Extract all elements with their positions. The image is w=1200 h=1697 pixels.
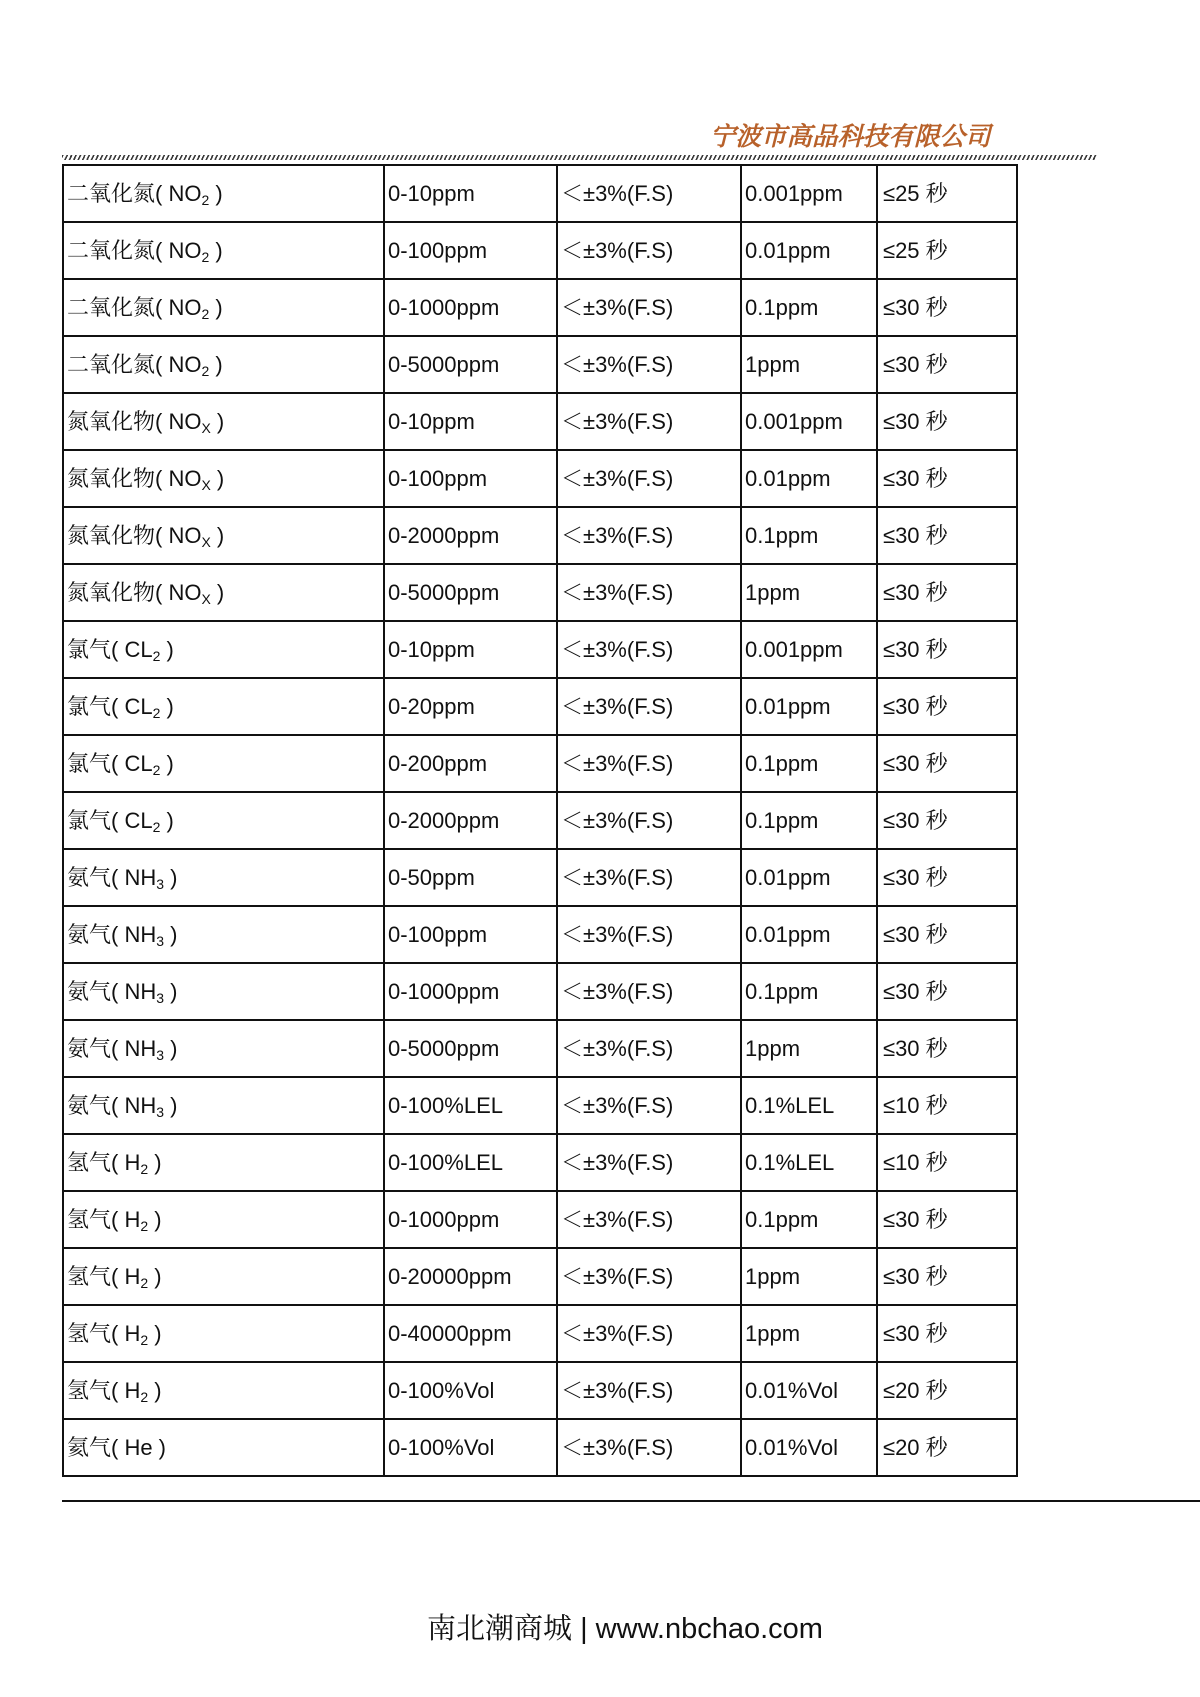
gas-name-text: 氨气( NH bbox=[67, 978, 157, 1004]
cell-response-time: ≤30 秒 bbox=[877, 678, 1017, 735]
gas-formula-subscript: X bbox=[201, 476, 211, 493]
cell-response-time: ≤30 秒 bbox=[877, 393, 1017, 450]
cell-range: 0-100%Vol bbox=[384, 1419, 557, 1476]
table-row bbox=[63, 336, 1017, 393]
cell-accuracy: ＜±3%(F.S) bbox=[557, 165, 741, 222]
cell-gas bbox=[63, 906, 384, 963]
gas-name-text: ) bbox=[164, 978, 178, 1004]
table-bottom-rule bbox=[62, 1500, 1200, 1502]
cell-range: 0-100%LEL bbox=[384, 1134, 557, 1191]
gas-formula-subscript: 2 bbox=[152, 761, 161, 778]
gas-name-text: ) bbox=[210, 408, 225, 434]
cell-gas bbox=[63, 450, 384, 507]
cell-range: 0-10ppm bbox=[384, 621, 557, 678]
cell-gas bbox=[63, 393, 384, 450]
cell-accuracy: ＜±3%(F.S) bbox=[557, 963, 741, 1020]
cell-accuracy: ＜±3%(F.S) bbox=[557, 678, 741, 735]
cell-response-time: ≤30 秒 bbox=[877, 450, 1017, 507]
cell-gas bbox=[63, 507, 384, 564]
cell-range: 0-2000ppm bbox=[384, 507, 557, 564]
cell-range: 0-200ppm bbox=[384, 735, 557, 792]
table-row bbox=[63, 621, 1017, 678]
gas-name-text: ) bbox=[148, 1149, 162, 1175]
cell-range: 0-100ppm bbox=[384, 222, 557, 279]
cell-resolution: 0.1%LEL bbox=[741, 1134, 877, 1191]
gas-name-text: ) bbox=[164, 864, 178, 890]
cell-accuracy: ＜±3%(F.S) bbox=[557, 849, 741, 906]
cell-gas bbox=[63, 279, 384, 336]
cell-response-time: ≤30 秒 bbox=[877, 849, 1017, 906]
gas-formula-subscript: 2 bbox=[152, 704, 161, 721]
cell-resolution: 0.1ppm bbox=[741, 792, 877, 849]
table-row bbox=[63, 1134, 1017, 1191]
table-row bbox=[63, 1020, 1017, 1077]
cell-range: 0-100%LEL bbox=[384, 1077, 557, 1134]
gas-name-text: 氮氧化物( NO bbox=[67, 579, 202, 605]
cell-resolution: 1ppm bbox=[741, 336, 877, 393]
cell-response-time: ≤30 秒 bbox=[877, 1191, 1017, 1248]
table-row bbox=[63, 678, 1017, 735]
cell-accuracy: ＜±3%(F.S) bbox=[557, 1362, 741, 1419]
gas-formula-subscript: 2 bbox=[201, 191, 210, 208]
cell-resolution: 0.1ppm bbox=[741, 963, 877, 1020]
gas-formula-subscript: X bbox=[201, 590, 211, 607]
cell-resolution: 0.001ppm bbox=[741, 393, 877, 450]
gas-formula-subscript: 3 bbox=[156, 932, 165, 949]
cell-gas bbox=[63, 849, 384, 906]
gas-name-text: 氨气( NH bbox=[67, 921, 157, 947]
cell-resolution: 0.01ppm bbox=[741, 906, 877, 963]
cell-gas bbox=[63, 165, 384, 222]
gas-name-text: 氯气( CL bbox=[67, 693, 153, 719]
cell-resolution: 1ppm bbox=[741, 1020, 877, 1077]
cell-accuracy: ＜±3%(F.S) bbox=[557, 906, 741, 963]
gas-spec-table-body bbox=[63, 165, 1017, 1476]
gas-formula-subscript: 2 bbox=[140, 1274, 149, 1291]
cell-response-time: ≤30 秒 bbox=[877, 906, 1017, 963]
gas-name-text: ) bbox=[148, 1206, 162, 1232]
cell-accuracy: ＜±3%(F.S) bbox=[557, 1248, 741, 1305]
cell-gas bbox=[63, 1362, 384, 1419]
gas-formula-subscript: 2 bbox=[140, 1160, 149, 1177]
gas-formula-subscript: X bbox=[201, 533, 211, 550]
gas-formula-subscript: 3 bbox=[156, 989, 165, 1006]
table-row bbox=[63, 735, 1017, 792]
cell-accuracy: ＜±3%(F.S) bbox=[557, 336, 741, 393]
cell-accuracy: ＜±3%(F.S) bbox=[557, 1305, 741, 1362]
gas-formula-subscript: 3 bbox=[156, 1103, 165, 1120]
gas-name-text: ) bbox=[164, 921, 178, 947]
company-name: 宁波市高品科技有限公司 bbox=[710, 122, 991, 151]
gas-name-text: ) bbox=[210, 465, 225, 491]
table-row bbox=[63, 1077, 1017, 1134]
cell-accuracy: ＜±3%(F.S) bbox=[557, 792, 741, 849]
table-row bbox=[63, 1191, 1017, 1248]
gas-name-text: ) bbox=[164, 1035, 178, 1061]
cell-resolution: 0.01ppm bbox=[741, 450, 877, 507]
cell-gas bbox=[63, 1305, 384, 1362]
cell-resolution: 1ppm bbox=[741, 564, 877, 621]
table-row bbox=[63, 906, 1017, 963]
gas-name-text: 氯气( CL bbox=[67, 750, 153, 776]
cell-gas bbox=[63, 222, 384, 279]
cell-resolution: 0.01%Vol bbox=[741, 1362, 877, 1419]
gas-name-text: 氢气( H bbox=[67, 1263, 141, 1289]
table-row bbox=[63, 1305, 1017, 1362]
cell-gas bbox=[63, 1134, 384, 1191]
table-row bbox=[63, 1248, 1017, 1305]
cell-resolution: 1ppm bbox=[741, 1248, 877, 1305]
table-row bbox=[63, 165, 1017, 222]
cell-accuracy: ＜±3%(F.S) bbox=[557, 222, 741, 279]
cell-resolution: 0.1ppm bbox=[741, 1191, 877, 1248]
cell-accuracy: ＜±3%(F.S) bbox=[557, 1134, 741, 1191]
cell-gas bbox=[63, 1248, 384, 1305]
cell-gas bbox=[63, 1020, 384, 1077]
gas-name-text: 氢气( H bbox=[67, 1149, 141, 1175]
cell-accuracy: ＜±3%(F.S) bbox=[557, 450, 741, 507]
cell-response-time: ≤30 秒 bbox=[877, 564, 1017, 621]
cell-gas bbox=[63, 735, 384, 792]
cell-resolution: 0.1ppm bbox=[741, 507, 877, 564]
cell-response-time: ≤30 秒 bbox=[877, 507, 1017, 564]
cell-range: 0-20ppm bbox=[384, 678, 557, 735]
cell-accuracy: ＜±3%(F.S) bbox=[557, 507, 741, 564]
gas-formula-subscript: 2 bbox=[152, 818, 161, 835]
cell-response-time: ≤10 秒 bbox=[877, 1134, 1017, 1191]
cell-response-time: ≤30 秒 bbox=[877, 1248, 1017, 1305]
cell-response-time: ≤25 秒 bbox=[877, 165, 1017, 222]
gas-formula-subscript: 2 bbox=[140, 1331, 149, 1348]
gas-formula-subscript: 2 bbox=[140, 1217, 149, 1234]
gas-formula-subscript: 3 bbox=[156, 875, 165, 892]
gas-name-text: ) bbox=[209, 237, 223, 263]
cell-resolution: 0.001ppm bbox=[741, 165, 877, 222]
gas-name-text: 氢气( H bbox=[67, 1377, 141, 1403]
gas-name-text: 氦气( He ) bbox=[67, 1434, 167, 1460]
gas-name-text: ) bbox=[160, 636, 174, 662]
cell-resolution: 0.1%LEL bbox=[741, 1077, 877, 1134]
cell-accuracy: ＜±3%(F.S) bbox=[557, 1077, 741, 1134]
gas-name-text: ) bbox=[210, 579, 225, 605]
cell-range: 0-10ppm bbox=[384, 393, 557, 450]
gas-spec-table bbox=[62, 164, 1018, 1477]
cell-resolution: 0.01ppm bbox=[741, 678, 877, 735]
cell-resolution: 1ppm bbox=[741, 1305, 877, 1362]
cell-range: 0-1000ppm bbox=[384, 279, 557, 336]
cell-range: 0-1000ppm bbox=[384, 1191, 557, 1248]
cell-response-time: ≤30 秒 bbox=[877, 792, 1017, 849]
table-row bbox=[63, 849, 1017, 906]
table-row bbox=[63, 507, 1017, 564]
table-row bbox=[63, 450, 1017, 507]
header-rule bbox=[62, 155, 1097, 160]
cell-resolution: 0.1ppm bbox=[741, 735, 877, 792]
cell-gas bbox=[63, 963, 384, 1020]
cell-range: 0-2000ppm bbox=[384, 792, 557, 849]
gas-formula-subscript: 2 bbox=[152, 647, 161, 664]
cell-resolution: 0.01%Vol bbox=[741, 1419, 877, 1476]
gas-name-text: ) bbox=[209, 180, 223, 206]
table-row bbox=[63, 279, 1017, 336]
cell-range: 0-50ppm bbox=[384, 849, 557, 906]
cell-response-time: ≤30 秒 bbox=[877, 735, 1017, 792]
cell-gas bbox=[63, 678, 384, 735]
cell-response-time: ≤30 秒 bbox=[877, 336, 1017, 393]
cell-resolution: 0.1ppm bbox=[741, 279, 877, 336]
cell-range: 0-5000ppm bbox=[384, 1020, 557, 1077]
table-row bbox=[63, 963, 1017, 1020]
cell-response-time: ≤30 秒 bbox=[877, 279, 1017, 336]
table-row bbox=[63, 564, 1017, 621]
cell-gas bbox=[63, 1419, 384, 1476]
gas-formula-subscript: 2 bbox=[201, 305, 210, 322]
gas-name-text: ) bbox=[148, 1320, 162, 1346]
cell-response-time: ≤20 秒 bbox=[877, 1362, 1017, 1419]
cell-response-time: ≤25 秒 bbox=[877, 222, 1017, 279]
gas-formula-subscript: 2 bbox=[201, 248, 210, 265]
cell-gas bbox=[63, 621, 384, 678]
gas-name-text: 二氧化氮( NO bbox=[67, 237, 202, 263]
cell-gas bbox=[63, 336, 384, 393]
gas-formula-subscript: 3 bbox=[156, 1046, 165, 1063]
cell-gas bbox=[63, 1077, 384, 1134]
cell-accuracy: ＜±3%(F.S) bbox=[557, 1419, 741, 1476]
cell-range: 0-20000ppm bbox=[384, 1248, 557, 1305]
cell-gas bbox=[63, 564, 384, 621]
gas-name-text: 氯气( CL bbox=[67, 807, 153, 833]
table-row bbox=[63, 222, 1017, 279]
cell-response-time: ≤30 秒 bbox=[877, 1305, 1017, 1362]
gas-name-text: ) bbox=[148, 1377, 162, 1403]
footer-site-text: 南北潮商城 | www.nbchao.com bbox=[427, 1613, 823, 1645]
gas-name-text: 二氧化氮( NO bbox=[67, 180, 202, 206]
gas-name-text: ) bbox=[160, 807, 174, 833]
table-row bbox=[63, 1419, 1017, 1476]
gas-name-text: ) bbox=[209, 294, 223, 320]
gas-name-text: 二氧化氮( NO bbox=[67, 294, 202, 320]
cell-response-time: ≤30 秒 bbox=[877, 963, 1017, 1020]
table-row bbox=[63, 792, 1017, 849]
cell-range: 0-5000ppm bbox=[384, 564, 557, 621]
gas-name-text: 氮氧化物( NO bbox=[67, 465, 202, 491]
gas-name-text: 氨气( NH bbox=[67, 864, 157, 890]
gas-formula-subscript: 2 bbox=[201, 362, 210, 379]
cell-response-time: ≤10 秒 bbox=[877, 1077, 1017, 1134]
cell-range: 0-100%Vol bbox=[384, 1362, 557, 1419]
cell-accuracy: ＜±3%(F.S) bbox=[557, 393, 741, 450]
cell-accuracy: ＜±3%(F.S) bbox=[557, 564, 741, 621]
cell-accuracy: ＜±3%(F.S) bbox=[557, 279, 741, 336]
cell-gas bbox=[63, 792, 384, 849]
gas-name-text: ) bbox=[164, 1092, 178, 1118]
cell-resolution: 0.001ppm bbox=[741, 621, 877, 678]
cell-resolution: 0.01ppm bbox=[741, 849, 877, 906]
table-row bbox=[63, 393, 1017, 450]
gas-name-text: 氨气( NH bbox=[67, 1092, 157, 1118]
gas-name-text: ) bbox=[160, 693, 174, 719]
gas-name-text: 氢气( H bbox=[67, 1320, 141, 1346]
table-row bbox=[63, 1362, 1017, 1419]
gas-name-text: ) bbox=[210, 522, 225, 548]
gas-name-text: 氮氧化物( NO bbox=[67, 522, 202, 548]
cell-range: 0-5000ppm bbox=[384, 336, 557, 393]
cell-accuracy: ＜±3%(F.S) bbox=[557, 621, 741, 678]
cell-resolution: 0.01ppm bbox=[741, 222, 877, 279]
gas-name-text: 氮氧化物( NO bbox=[67, 408, 202, 434]
cell-response-time: ≤20 秒 bbox=[877, 1419, 1017, 1476]
gas-name-text: 二氧化氮( NO bbox=[67, 351, 202, 377]
cell-range: 0-100ppm bbox=[384, 906, 557, 963]
cell-range: 0-40000ppm bbox=[384, 1305, 557, 1362]
cell-range: 0-10ppm bbox=[384, 165, 557, 222]
cell-response-time: ≤30 秒 bbox=[877, 621, 1017, 678]
cell-response-time: ≤30 秒 bbox=[877, 1020, 1017, 1077]
gas-name-text: 氢气( H bbox=[67, 1206, 141, 1232]
gas-name-text: ) bbox=[148, 1263, 162, 1289]
cell-range: 0-1000ppm bbox=[384, 963, 557, 1020]
gas-name-text: 氯气( CL bbox=[67, 636, 153, 662]
gas-name-text: ) bbox=[209, 351, 223, 377]
gas-formula-subscript: 2 bbox=[140, 1388, 149, 1405]
cell-accuracy: ＜±3%(F.S) bbox=[557, 735, 741, 792]
gas-formula-subscript: X bbox=[201, 419, 211, 436]
gas-name-text: ) bbox=[160, 750, 174, 776]
gas-name-text: 氨气( NH bbox=[67, 1035, 157, 1061]
cell-accuracy: ＜±3%(F.S) bbox=[557, 1020, 741, 1077]
cell-gas bbox=[63, 1191, 384, 1248]
cell-accuracy: ＜±3%(F.S) bbox=[557, 1191, 741, 1248]
cell-range: 0-100ppm bbox=[384, 450, 557, 507]
